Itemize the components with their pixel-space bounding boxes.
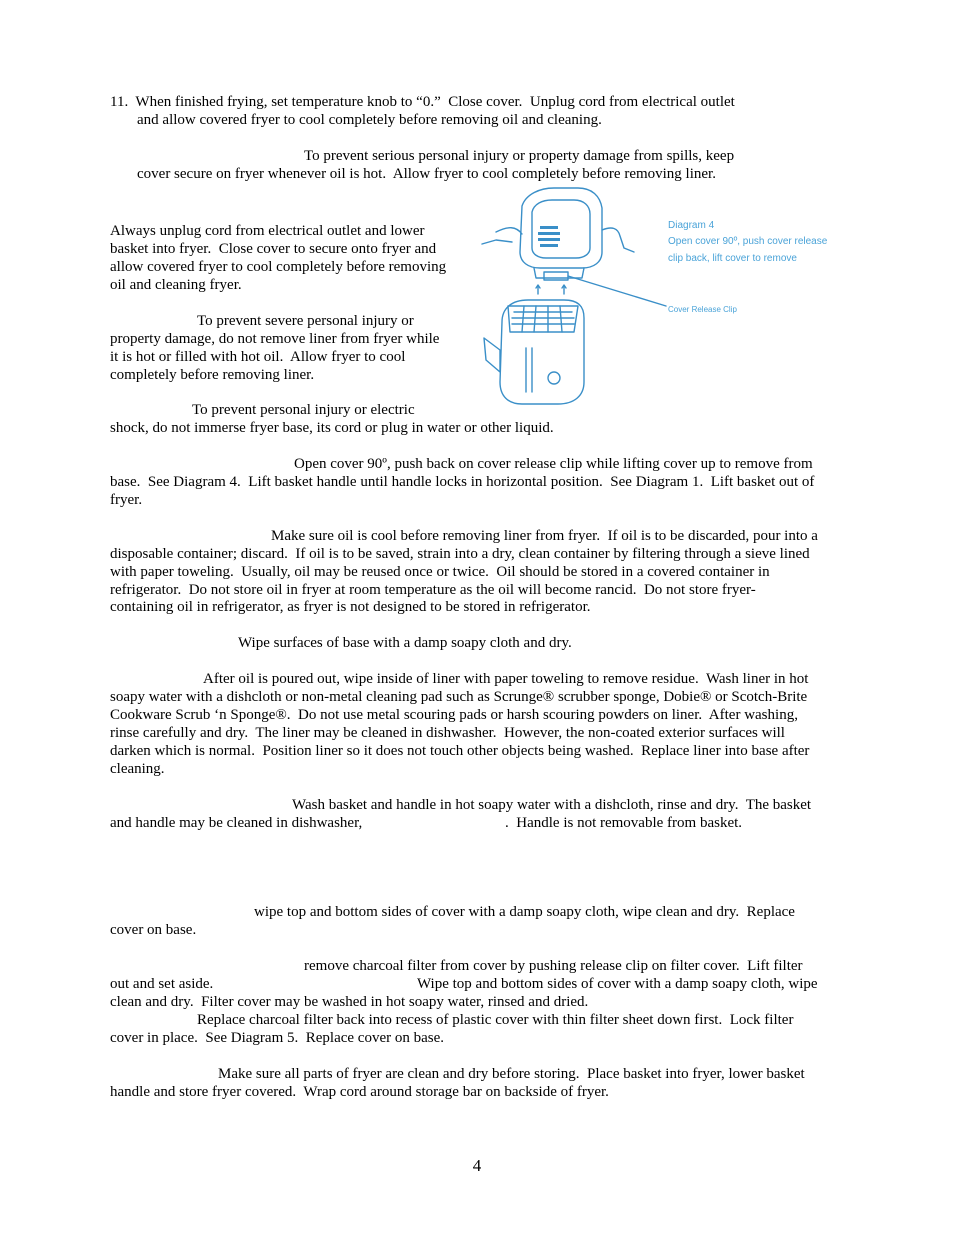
clip-pointer-line <box>568 276 666 306</box>
step-11-line-1: 11. When finished frying, set temperature knob to “0.” Close cover. Unplug cord from electrical outlet <box>110 94 735 110</box>
before-cleaning-line-2: basket into fryer. Close cover to secure onto fryer and <box>110 241 437 257</box>
basket-handle <box>484 338 500 372</box>
filter-line-1: remove charcoal filter from cover by pushing release clip on filter cover. Lift filter <box>304 958 803 974</box>
liner-warning-line-1: To prevent severe personal injury or <box>197 313 414 329</box>
cover-warning-line-1: To prevent serious personal injury or property damage from spills, keep <box>304 148 735 164</box>
oil-line-4: refrigerator. Do not store oil in fryer at room temperature as the oil will become rancid. Do not store fryer- <box>110 582 756 598</box>
basket-line-2-start: and handle may be cleaned in dishwasher, <box>110 815 363 831</box>
cover-vent-grille <box>538 226 560 247</box>
basket-shape <box>508 306 578 332</box>
cover-warning-line-2: cover secure on fryer whenever oil is hot. Allow fryer to cool completely before removing liner. <box>137 166 716 182</box>
filter-line-5: cover in place. See Diagram 5. Replace cover on base. <box>110 1030 445 1046</box>
storing-line-1: Make sure all parts of fryer are clean and dry before storing. Place basket into fryer, lower basket <box>218 1066 805 1082</box>
basket-line-2-end: . Handle is not removable from basket. <box>505 815 743 831</box>
temperature-knob <box>548 372 560 384</box>
cover-release-clip-label: Cover Release Clip <box>668 305 737 314</box>
liner-warning-line-4: completely before removing liner. <box>110 367 315 383</box>
filter-line-3: clean and dry. Filter cover may be washed in hot soapy water, rinsed and dried. <box>110 994 589 1010</box>
cover-cleaning-line-1: wipe top and bottom sides of cover with a damp soapy cloth, wipe clean and dry. Replace <box>254 904 795 920</box>
cover-cleaning-line-2: cover on base. <box>110 922 197 938</box>
diagram-4-illustration <box>474 182 854 414</box>
base-line-1: Wipe surfaces of base with a damp soapy cloth and dry. <box>238 635 572 651</box>
fryer-base-shape <box>500 300 584 404</box>
oil-line-5: containing oil in refrigerator, as fryer is not designed to be stored in refrigerator. <box>110 599 591 615</box>
diagram-4-caption-line-1: Open cover 90º, push cover release <box>668 236 828 247</box>
remove-cover-line-2: base. See Diagram 4. Lift basket handle until handle locks in horizontal position. See Diagram 1. Lift basket out of <box>110 474 815 490</box>
oil-line-2: disposable container; discard. If oil is to be saved, strain into a dry, clean container by filtering through a sieve lined <box>110 546 810 562</box>
liner-line-3: Cookware Scrub ‘n Sponge®. Do not use metal scouring pads or harsh scouring powders on liner. After washing, <box>110 707 798 723</box>
remove-cover-line-1: Open cover 90º, push back on cover release clip while lifting cover up to remove from <box>294 456 813 472</box>
immerse-warning-line-2: shock, do not immerse fryer base, its cord or plug in water or other liquid. <box>110 420 554 436</box>
filter-line-2-start: out and set aside. <box>110 976 214 992</box>
liner-line-2: soapy water with a dishcloth or non-metal cleaning pad such as Scrunge® scrubber sponge, Dobie® or Scotch-Brite <box>110 689 808 705</box>
step-11-line-2: and allow covered fryer to cool completely before removing oil and cleaning. <box>137 112 602 128</box>
page-number: 4 <box>472 1156 482 1175</box>
before-cleaning-line-3: allow covered fryer to cool completely before removing <box>110 259 447 275</box>
basket-line-1: Wash basket and handle in hot soapy water with a dishcloth, rinse and dry. The basket <box>292 797 812 813</box>
oil-line-3: with paper toweling. Usually, oil may be reused once or twice. Oil should be stored in a covered container in <box>110 564 770 580</box>
diagram-4-caption-line-2: clip back, lift cover to remove <box>668 253 797 264</box>
liner-line-5: darken which is normal. Position liner so it does not touch other objects being washed. Replace liner into base after <box>110 743 810 759</box>
liner-warning-line-3: it is hot or filled with hot oil. Allow fryer to cool <box>110 349 406 365</box>
liner-warning-line-2: property damage, do not remove liner from fryer while <box>110 331 440 347</box>
oil-line-1: Make sure oil is cool before removing liner from fryer. If oil is to be discarded, pour into a <box>271 528 818 544</box>
storing-line-2: handle and store fryer covered. Wrap cord around storage bar on backside of fryer. <box>110 1084 609 1100</box>
cover-release-clip <box>544 272 568 280</box>
immerse-warning-line-1: To prevent personal injury or electric <box>192 402 415 418</box>
liner-line-6: cleaning. <box>110 761 165 777</box>
liner-line-1: After oil is poured out, wipe inside of liner with paper toweling to remove residue. Wash liner in hot <box>203 671 809 687</box>
liner-line-4: rinse carefully and dry. The liner may be cleaned in dishwasher. However, the non-coated exterior surfaces will <box>110 725 785 741</box>
diagram-4-label: Diagram 4 <box>668 220 715 231</box>
filter-line-4: Replace charcoal filter back into recess of plastic cover with thin filter sheet down first. Lock filter <box>197 1012 794 1028</box>
before-cleaning-line-4: oil and cleaning fryer. <box>110 277 242 293</box>
filter-line-2-end: Wipe top and bottom sides of cover with a damp soapy cloth, wipe <box>417 976 818 992</box>
before-cleaning-line-1: Always unplug cord from electrical outlet and lower <box>110 223 425 239</box>
remove-cover-line-3: fryer. <box>110 492 143 508</box>
